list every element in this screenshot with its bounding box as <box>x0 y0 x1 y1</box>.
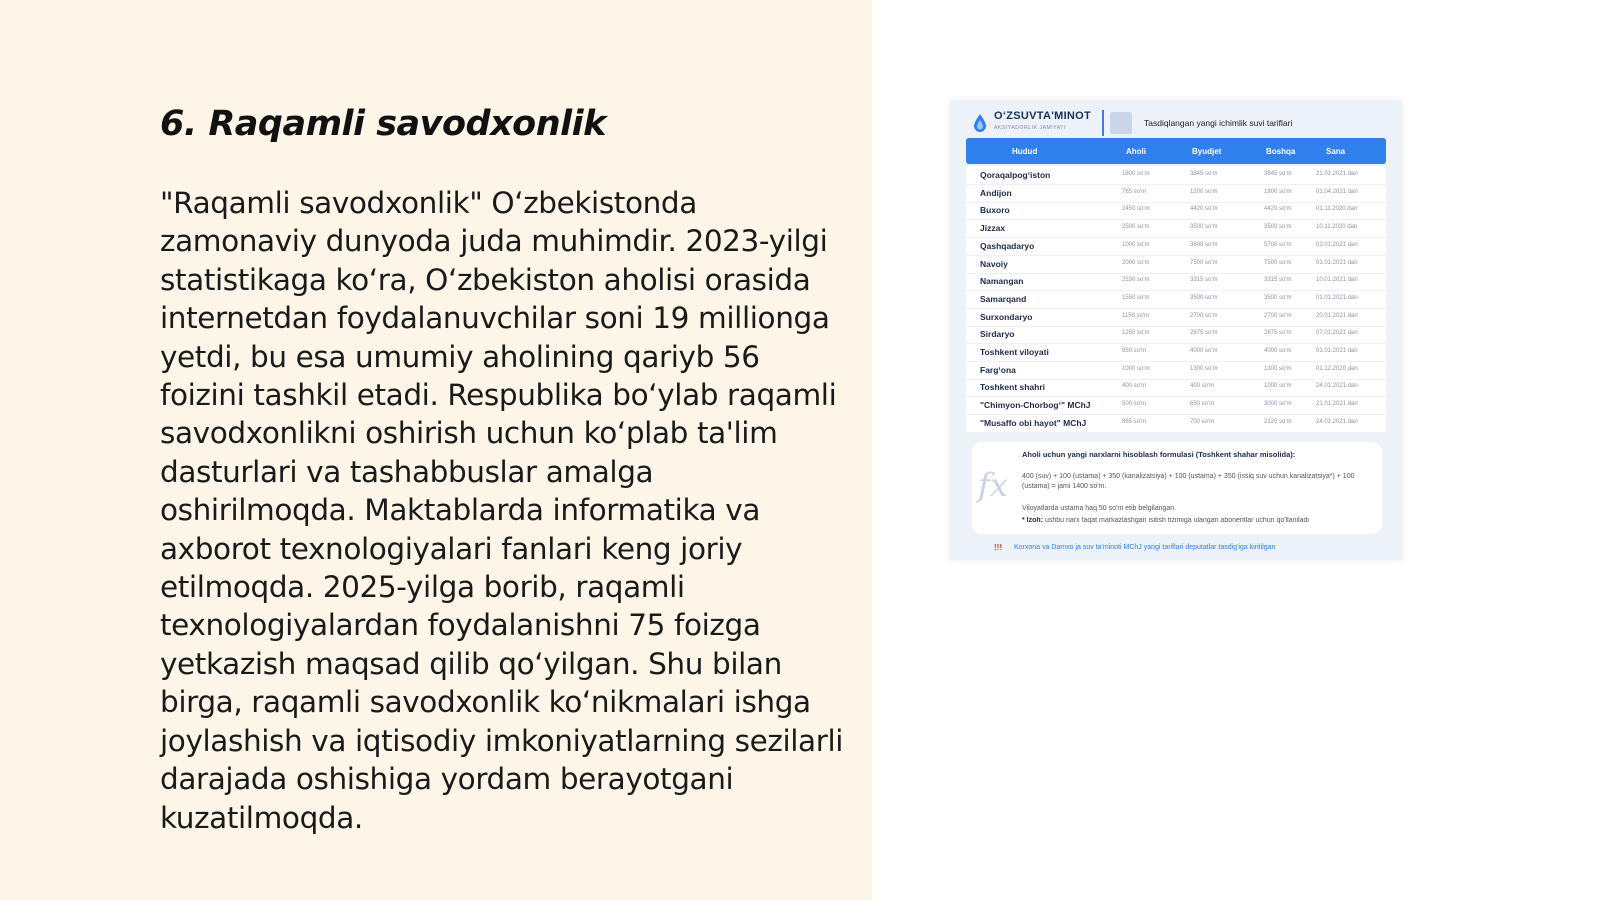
column-header-aholi: Aholi <box>1126 147 1146 156</box>
tariff-infographic <box>950 100 1402 560</box>
region-cell: Toshkent shahri <box>980 382 1046 393</box>
infographic-heading: Tasdiqlangan yangi ichimlik suvi tariflari <box>1144 118 1293 128</box>
aholi-cell: 400 so'm <box>1122 383 1147 390</box>
aholi-cell: 1000 so'm <box>1122 365 1150 372</box>
boshqa-cell: 2700 so'm <box>1264 312 1292 319</box>
table-row <box>966 201 1386 220</box>
byudjet-cell: 2875 so'm <box>1190 330 1218 337</box>
boshqa-cell: 1000 so'm <box>1264 383 1292 390</box>
table-row <box>966 237 1386 256</box>
byudjet-cell: 650 so'm <box>1190 401 1215 408</box>
formula-title: Aholi uchun yangi narxlarni hisoblash formulasi (Toshkent shahar misolida): <box>1022 450 1296 459</box>
aholi-cell: 1000 so'm <box>1122 241 1150 248</box>
column-header-byudjet: Byudjet <box>1192 147 1222 156</box>
sana-cell: 01.01.2021 dan <box>1316 259 1358 266</box>
region-cell: Samarqand <box>980 293 1027 304</box>
table-row <box>966 396 1386 415</box>
aholi-cell: 1250 so'm <box>1122 330 1150 337</box>
sana-cell: 01.01.2021 dan <box>1316 348 1358 354</box>
aholi-cell: 2530 so'm <box>1122 277 1150 284</box>
region-cell: "Chimyon-Chorbog‘" MChJ <box>980 400 1091 411</box>
byudjet-cell: 2700 so'm <box>1190 312 1218 319</box>
tariff-table-header <box>966 138 1386 164</box>
sana-cell: 24.01.2021 dan <box>1316 383 1358 390</box>
region-cell: Sirdaryo <box>980 329 1015 340</box>
column-header-hudud: Hudud <box>1012 147 1038 156</box>
byudjet-cell: 4000 so'm <box>1190 348 1218 354</box>
document-icon <box>1110 112 1132 134</box>
region-cell: Surxondaryo <box>980 311 1033 322</box>
byudjet-cell: 3500 so'm <box>1190 294 1218 301</box>
aholi-cell: 765 so'm <box>1122 188 1147 195</box>
sana-cell: 21.01.2021 dan <box>1316 171 1358 177</box>
region-cell: Farg‘ona <box>980 364 1016 375</box>
boshqa-cell: 2875 so'm <box>1264 330 1292 337</box>
byudjet-cell: 1200 so'm <box>1190 188 1218 195</box>
region-cell: Navoiy <box>980 258 1008 269</box>
boshqa-cell: 3845 so'm <box>1264 171 1292 177</box>
region-cell: Qoraqalpog‘iston <box>980 170 1051 180</box>
aholi-cell: 1800 so'm <box>1122 171 1150 177</box>
table-row <box>966 184 1386 203</box>
sana-cell: 10.01.2021 dan <box>1316 277 1358 284</box>
aholi-cell: 865 so'm <box>1122 418 1147 425</box>
table-row <box>966 290 1386 309</box>
boshqa-cell: 3000 so'm <box>1264 401 1292 408</box>
table-row <box>966 414 1386 433</box>
boshqa-cell: 4000 so'm <box>1264 348 1292 354</box>
aholi-cell: 950 so'm <box>1122 348 1147 354</box>
sana-cell: 07.01.2021 dan <box>1316 330 1358 337</box>
infographic-header <box>972 108 1392 138</box>
byudjet-cell: 700 so'm <box>1190 418 1215 425</box>
aholi-cell: 1150 so'm <box>1122 312 1150 319</box>
formula-equation: 400 (suv) + 100 (ustama) + 350 (kanalizatsiya) + 100 (ustama) + 350 (issiq suv uchun kanalizatsiya*) + 100 (ustama) = jami 1400 so'm. <box>1022 473 1355 490</box>
slide-title: 6. Raqamli savodxonlik <box>160 104 606 144</box>
column-header-boshqa: Boshqa <box>1266 147 1296 156</box>
aholi-cell: 500 so'm <box>1122 401 1147 408</box>
warning-icon: !!! <box>994 543 1002 552</box>
byudjet-cell: 3845 so'm <box>1190 171 1218 177</box>
aholi-cell: 2000 so'm <box>1122 259 1150 266</box>
column-header-sana: Sana <box>1326 147 1346 156</box>
table-row <box>966 308 1386 327</box>
region-cell: Buxoro <box>980 205 1010 216</box>
header-divider <box>1102 110 1104 136</box>
boshqa-cell: 3500 so'm <box>1264 294 1292 301</box>
region-cell: "Musaffo obi hayot" MChJ <box>980 417 1087 428</box>
table-row <box>966 343 1386 362</box>
region-cell: Andijon <box>980 187 1012 198</box>
table-row <box>966 378 1386 397</box>
table-row <box>966 255 1386 274</box>
sana-cell: 24.01.2021 dan <box>1316 418 1358 425</box>
region-cell: Qashqadaryo <box>980 240 1035 251</box>
table-row <box>966 325 1386 344</box>
footnote-label: * Izoh: <box>1022 517 1043 524</box>
boshqa-cell: 1300 so'm <box>1264 365 1292 372</box>
byudjet-cell: 1300 so'm <box>1190 365 1218 372</box>
boshqa-cell: 3315 so'm <box>1264 277 1292 284</box>
company-logo-subtitle: AKSIYADORLIK JAMIYATI <box>994 125 1067 131</box>
byudjet-cell: 3500 so'm <box>1190 224 1218 231</box>
boshqa-cell: 2120 so'm <box>1264 418 1292 425</box>
region-cell: Jizzax <box>980 223 1006 234</box>
byudjet-cell: 3800 so'm <box>1190 241 1218 248</box>
sana-cell: 01.12.2020 dan <box>1316 365 1358 372</box>
formula-note: Viloyatlarda ustama haq 50 so'm etib belgilangan. <box>1022 505 1177 512</box>
boshqa-cell: 4420 so'm <box>1264 206 1292 213</box>
aholi-cell: 1550 so'm <box>1122 294 1150 301</box>
water-drop-icon <box>972 113 988 133</box>
sana-cell: 03.01.2021 dan <box>1316 241 1358 248</box>
table-row <box>966 166 1386 185</box>
byudjet-cell: 4420 so'm <box>1190 206 1218 213</box>
sana-cell: 01.01.2021 dan <box>1316 294 1358 301</box>
formula-footnote <box>1022 517 1377 524</box>
sana-cell: 01.11.2020 dan <box>1316 206 1358 213</box>
byudjet-cell: 3315 so'm <box>1190 277 1218 284</box>
sana-cell: 10.11.2020 dan <box>1316 224 1358 231</box>
sana-cell: 20.01.2021 dan <box>1316 312 1358 319</box>
boshqa-cell: 5700 so'm <box>1264 241 1292 248</box>
region-cell: Namangan <box>980 276 1024 287</box>
infographic-footer: Korxona va Damxo ja suv ta'minoti MChJ yangi tariflari deputatlar tasdig'iga kiritilgan <box>1014 544 1276 551</box>
sana-cell: 01.04.2021 dan <box>1316 188 1358 195</box>
table-row <box>966 219 1386 238</box>
aholi-cell: 2500 so'm <box>1122 224 1150 231</box>
boshqa-cell: 1800 so'm <box>1264 188 1292 195</box>
aholi-cell: 2450 so'm <box>1122 206 1150 213</box>
company-logo-text: O‘ZSUVTA'MINOT <box>994 110 1092 122</box>
tariff-table-body <box>966 166 1386 432</box>
boshqa-cell: 3500 so'm <box>1264 224 1292 231</box>
slide-body-text: "Raqamli savodxonlik" O‘zbekistonda zamonaviy dunyoda juda muhimdir. 2023-yilgi statistikaga ko‘ra, O‘zbekiston aholisi orasida internetdan foydalanuvchilar soni 19 millionga yetdi, bu esa umumiy aholining qariyb 56 foizini tashkil etadi. Respublika bo‘ylab raqamli savodxonlikni oshirish uchun ko‘plab ta'lim dasturlari va tashabbuslar amalga oshirilmoqda. Maktablarda informatika va axborot texnologiyalari fanlari keng joriy etilmoqda. 2025-yilga borib, raqamli texnologiyalardan foydalanishni 75 foizga yetkazish maqsad qilib qo‘yilgan. Shu bilan birga, raqamli savodxonlik ko‘nikmalari ishga joylashish va iqtisodiy imkoniyatlarning sezilarli darajada oshishiga yordam berayotgani kuzatilmoqda. <box>160 186 844 835</box>
function-icon: fx <box>978 466 1008 504</box>
formula-box <box>972 442 1382 534</box>
boshqa-cell: 7500 so'm <box>1264 259 1292 266</box>
table-row <box>966 272 1386 291</box>
region-cell: Toshkent viloyati <box>980 347 1049 357</box>
byudjet-cell: 400 so'm <box>1190 383 1215 390</box>
table-row <box>966 361 1386 380</box>
footnote-text: ushbu narx faqat markazlashgan isitish tizimiga ulangan abonentlar uchun qo'llaniladi <box>1043 517 1309 524</box>
sana-cell: 21.01.2021 dan <box>1316 401 1358 408</box>
byudjet-cell: 7500 so'm <box>1190 259 1218 266</box>
